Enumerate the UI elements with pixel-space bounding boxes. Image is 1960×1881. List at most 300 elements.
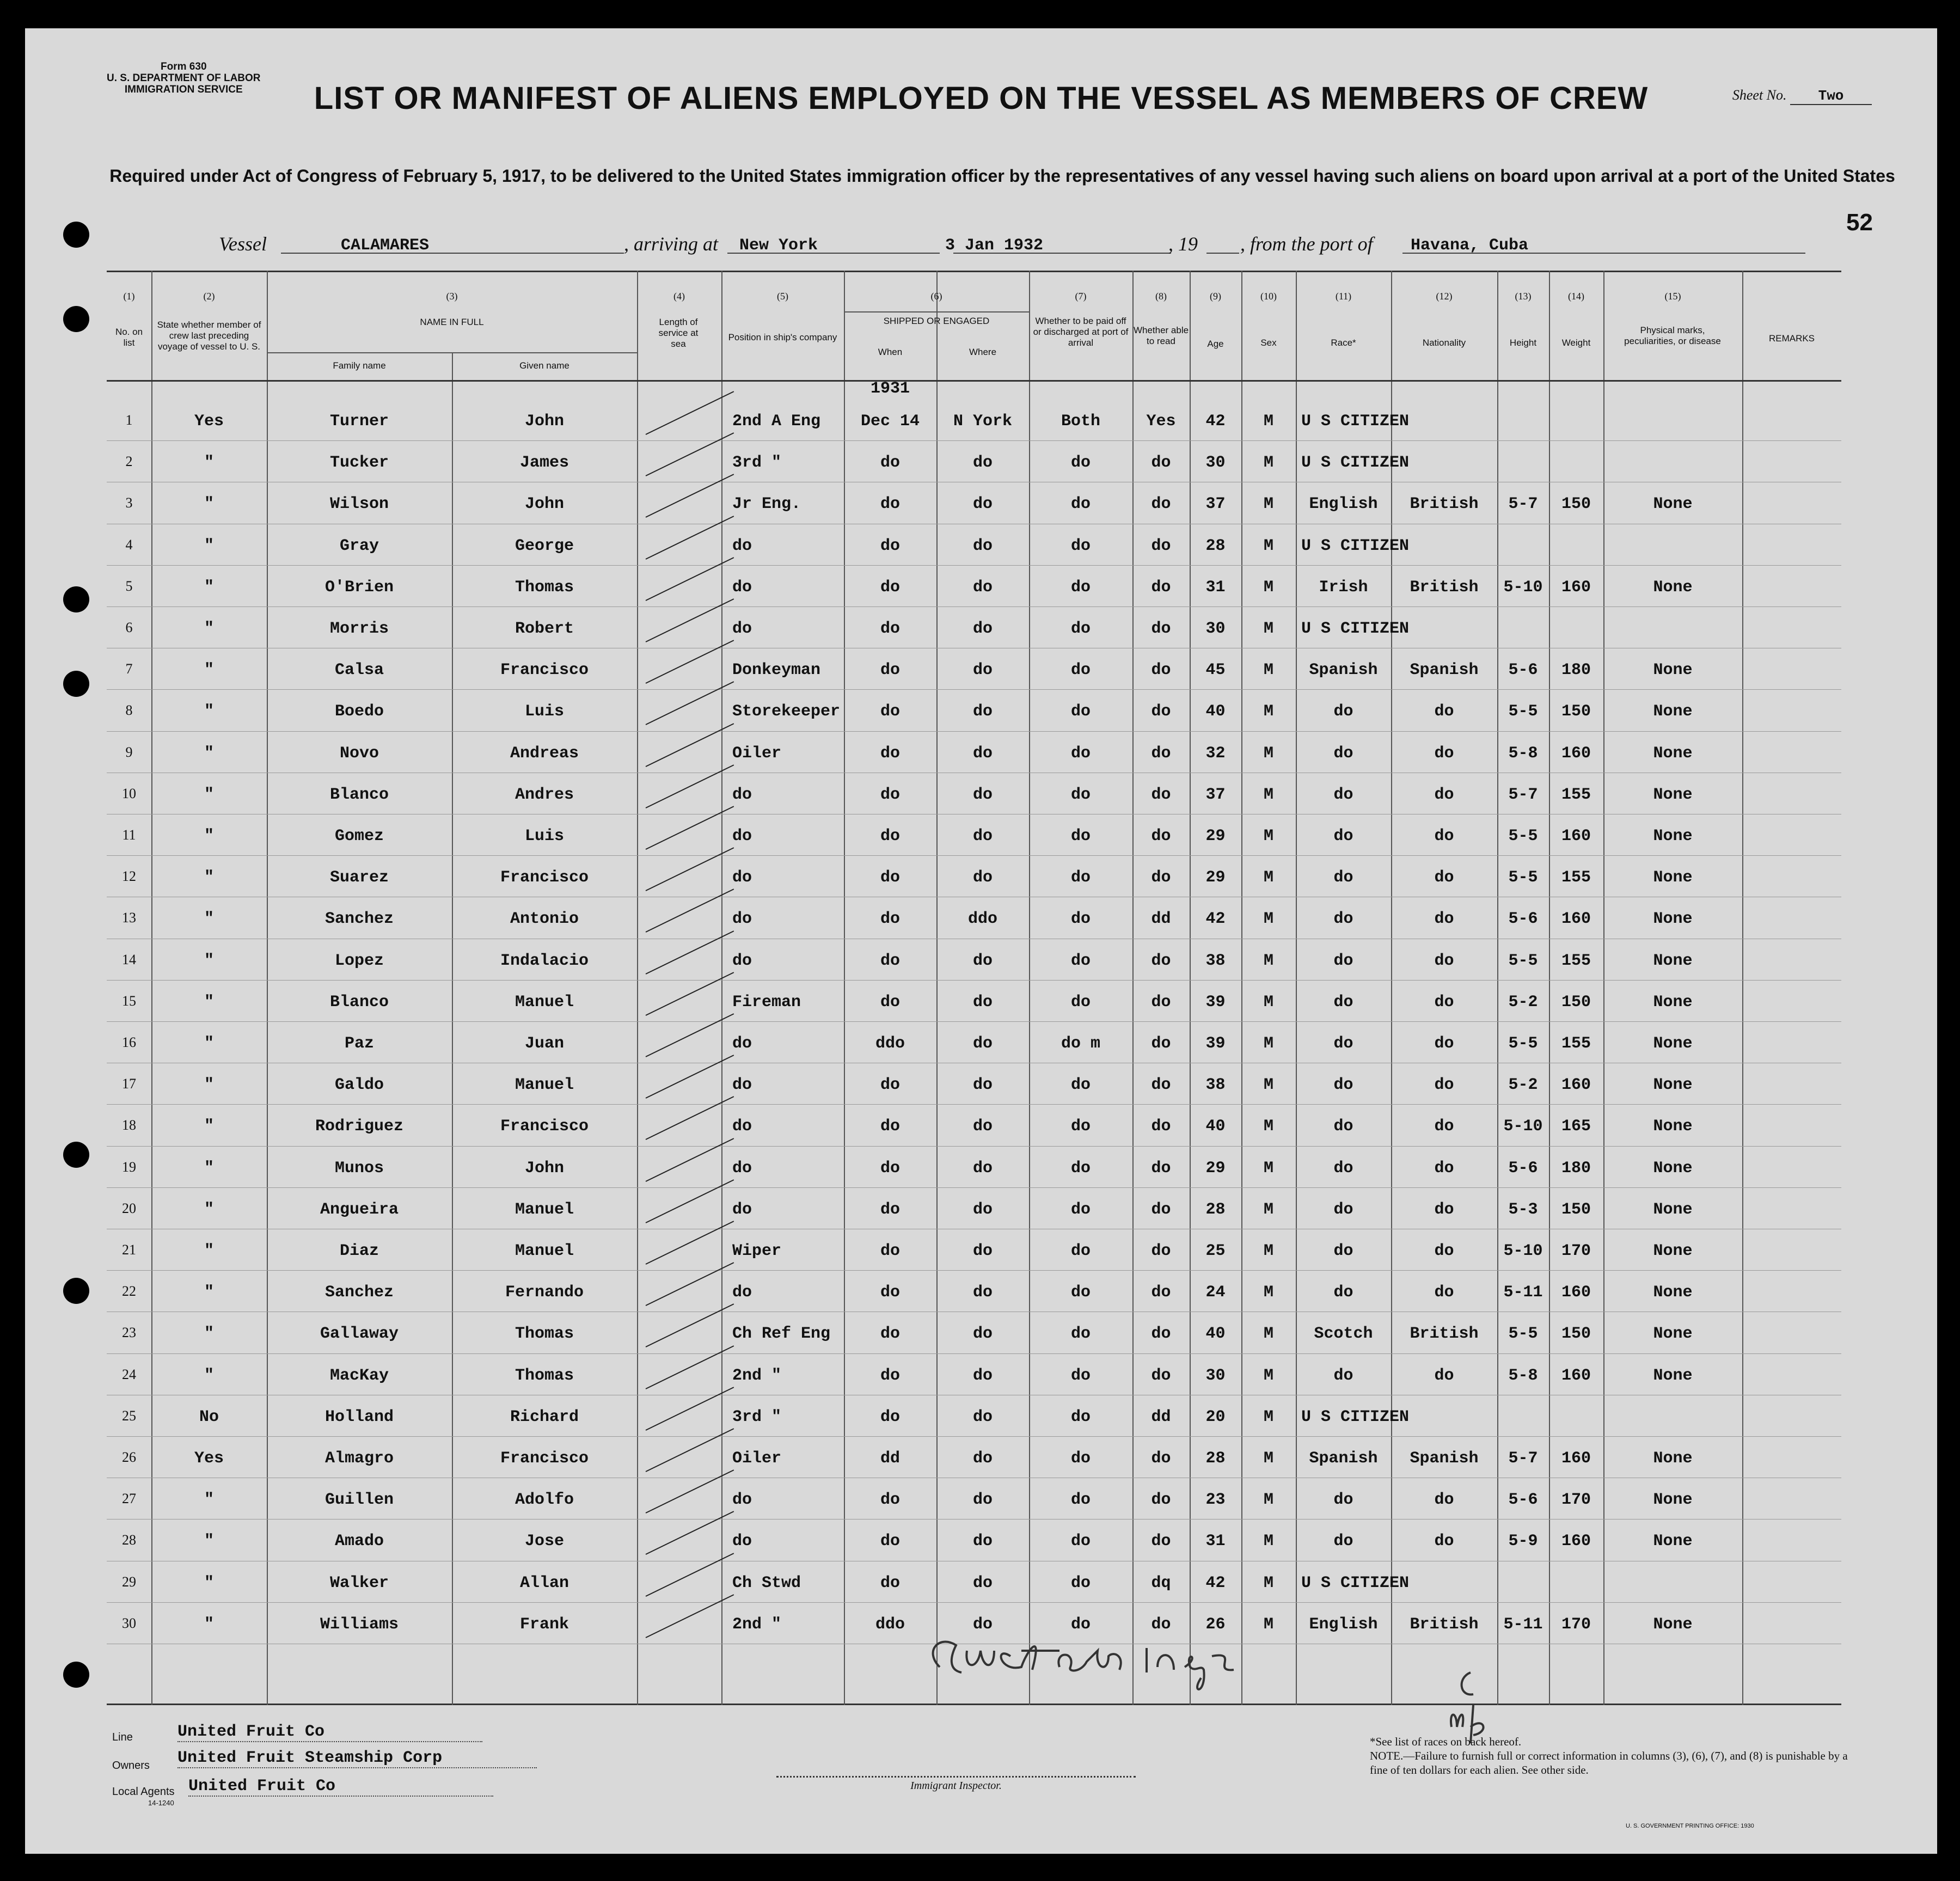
form-number: Form 630	[161, 61, 207, 72]
cell-marks: None	[1653, 1532, 1693, 1551]
cell-family: Suarez	[329, 868, 389, 887]
cell-age: 25	[1205, 1242, 1226, 1260]
cell-weight: 160	[1561, 1076, 1591, 1095]
cell-position: do	[732, 1532, 752, 1551]
row-rule	[107, 565, 1841, 566]
cell-race: English	[1309, 1615, 1378, 1634]
cell-family: Amado	[334, 1532, 384, 1551]
column-number: (7)	[1075, 291, 1087, 302]
cell-given: Richard	[510, 1407, 579, 1426]
cell-age: 31	[1205, 578, 1226, 597]
cell-race: do	[1333, 785, 1353, 804]
cell-height: 5-7	[1508, 495, 1538, 514]
cell-race: do	[1333, 1366, 1353, 1385]
cell-position: 3rd "	[732, 454, 782, 473]
cell-given: Frank	[519, 1615, 569, 1634]
cell-paid: do	[1070, 827, 1091, 845]
cell-where: do	[972, 1573, 993, 1592]
cell-marks: None	[1653, 1076, 1693, 1095]
list-number: 22	[122, 1283, 136, 1300]
punch-hole	[63, 586, 89, 612]
list-number: 6	[125, 620, 133, 635]
cell-when: do	[880, 454, 900, 473]
cell-marks: None	[1653, 785, 1693, 804]
cell-age: 29	[1205, 827, 1226, 845]
cell-paid: do	[1070, 454, 1091, 473]
cell-when: do	[880, 578, 900, 597]
cell-when: do	[880, 744, 900, 763]
cell-given: John	[524, 412, 564, 431]
cell-paid: do	[1070, 1573, 1091, 1592]
cell-nationality: do	[1434, 1491, 1454, 1510]
cell-when: do	[880, 702, 900, 721]
cell-position: 2nd "	[732, 1615, 782, 1634]
cell-read: do	[1151, 744, 1171, 763]
cell-height: 5-10	[1503, 1242, 1543, 1260]
cell-nationality: do	[1434, 992, 1454, 1012]
cell-family: Novo	[339, 744, 379, 763]
column-divider	[1549, 271, 1550, 1705]
cell-nationality: do	[1434, 951, 1454, 970]
cell-weight: 170	[1561, 1242, 1591, 1260]
cell-prev: "	[204, 1076, 214, 1095]
column-number: (15)	[1664, 291, 1681, 302]
cell-sex: M	[1263, 1449, 1273, 1468]
cell-when: do	[880, 1573, 900, 1592]
arriving-label: , arriving at	[624, 233, 719, 255]
header-race: Race*	[1331, 338, 1356, 348]
cell-sex: M	[1263, 536, 1273, 555]
cell-weight: 150	[1561, 1200, 1591, 1219]
list-number: 13	[122, 910, 136, 926]
header-given: Given name	[519, 360, 569, 371]
cell-given: George	[514, 536, 574, 555]
cell-prev: "	[204, 620, 214, 638]
list-number: 29	[122, 1573, 136, 1590]
header-bottom-rule	[107, 380, 1841, 382]
cell-marks: None	[1653, 868, 1693, 887]
cell-read: do	[1151, 1366, 1171, 1385]
cell-nationality: do	[1434, 910, 1454, 929]
cell-paid: do	[1070, 578, 1091, 597]
column-divider	[1603, 271, 1604, 1705]
row-rule	[107, 440, 1841, 441]
cell-race: do	[1333, 1200, 1353, 1219]
cell-weight: 155	[1561, 868, 1591, 887]
punch-hole	[63, 671, 89, 697]
cell-when: do	[880, 1366, 900, 1385]
arriving-port: New York	[739, 236, 818, 255]
cell-given: Juan	[524, 1034, 564, 1053]
cell-where: do	[972, 827, 993, 845]
cell-read: do	[1151, 1159, 1171, 1178]
cell-paid: do	[1070, 1200, 1091, 1219]
column-divider	[1190, 271, 1191, 1705]
column-number: (2)	[203, 291, 215, 302]
cell-paid: Both	[1061, 412, 1100, 431]
cell-where: do	[972, 702, 993, 721]
column-divider	[1296, 271, 1297, 1705]
cell-nationality: British	[1410, 495, 1479, 514]
column-number: (3)	[446, 291, 458, 302]
cell-paid: do	[1070, 868, 1091, 887]
cell-position: Ch Stwd	[732, 1573, 801, 1592]
cell-prev: Yes	[194, 412, 224, 431]
cell-height: 5-6	[1508, 1491, 1538, 1510]
cell-where: do	[972, 536, 993, 555]
cell-position: Storekeeper	[732, 702, 841, 721]
cell-height: 5-9	[1508, 1532, 1538, 1551]
header-rule	[844, 311, 1029, 313]
cell-age: 32	[1205, 744, 1226, 763]
cell-marks: None	[1653, 1159, 1693, 1178]
cell-weight: 155	[1561, 951, 1591, 970]
cell-position: Wiper	[732, 1242, 782, 1260]
cell-race: do	[1333, 1242, 1353, 1260]
cell-prev: "	[204, 702, 214, 721]
list-number: 20	[122, 1200, 136, 1216]
cell-family: Blanco	[329, 785, 389, 804]
cell-given: Andres	[514, 785, 574, 804]
cell-paid: do	[1070, 702, 1091, 721]
cell-when: do	[880, 1532, 900, 1551]
cell-read: do	[1151, 1491, 1171, 1510]
cell-sex: M	[1263, 495, 1273, 514]
cell-nationality: Spanish	[1410, 661, 1479, 680]
cell-height: 5-5	[1508, 702, 1538, 721]
header-length: Length of service at sea	[658, 317, 699, 349]
sheet-number-label: Sheet No.	[1732, 87, 1787, 103]
cell-given: Antonio	[510, 910, 579, 929]
corner-number: 52	[1846, 209, 1873, 236]
cell-marks: None	[1653, 827, 1693, 845]
cell-read: do	[1151, 951, 1171, 970]
cell-given: James	[519, 454, 569, 473]
races-note: *See list of races on back hereof.	[1370, 1735, 1522, 1748]
punch-hole	[63, 1278, 89, 1304]
cell-prev: "	[204, 951, 214, 970]
cell-read: do	[1151, 1076, 1171, 1095]
cell-age: 29	[1205, 868, 1226, 887]
cell-weight: 160	[1561, 744, 1591, 763]
header-where: Where	[969, 347, 997, 357]
cell-read: do	[1151, 1117, 1171, 1136]
cell-age: 40	[1205, 1325, 1226, 1344]
cell-position: do	[732, 1159, 752, 1178]
cell-weight: 160	[1561, 1283, 1591, 1302]
column-divider	[1132, 271, 1134, 1705]
cell-where: do	[972, 1117, 993, 1136]
cell-where: do	[972, 951, 993, 970]
cell-race: U S CITIZEN	[1301, 620, 1410, 638]
list-number: 14	[122, 951, 136, 967]
cell-when: do	[880, 951, 900, 970]
cell-nationality: do	[1434, 1034, 1454, 1053]
cell-where: do	[972, 1325, 993, 1344]
cell-when: do	[880, 1076, 900, 1095]
cell-family: Turner	[329, 412, 389, 431]
cell-age: 28	[1205, 1449, 1226, 1468]
cell-height: 5-2	[1508, 1076, 1538, 1095]
cell-marks: None	[1653, 1034, 1693, 1053]
cell-position: Ch Ref Eng	[732, 1325, 831, 1344]
cell-when: do	[880, 495, 900, 514]
cell-prev: "	[204, 827, 214, 845]
cell-marks: None	[1653, 495, 1693, 514]
cell-given: Fernando	[505, 1283, 584, 1302]
cell-paid: do	[1070, 1615, 1091, 1634]
cell-where: do	[972, 620, 993, 638]
cell-height: 5-7	[1508, 1449, 1538, 1468]
agents-code: 14-1240	[148, 1799, 174, 1807]
cell-age: 42	[1205, 1573, 1226, 1592]
cell-where: do	[972, 495, 993, 514]
cell-prev: "	[204, 454, 214, 473]
cell-paid: do m	[1061, 1034, 1100, 1053]
cell-family: Holland	[324, 1407, 394, 1426]
column-number: (8)	[1155, 291, 1167, 302]
column-number: (9)	[1210, 291, 1221, 302]
cell-marks: None	[1653, 578, 1693, 597]
notes	[1370, 1735, 1860, 1777]
cell-read: do	[1151, 827, 1171, 845]
column-divider	[267, 271, 268, 1705]
cell-marks: None	[1653, 951, 1693, 970]
from-port-label: , from the port of	[1240, 233, 1373, 255]
year-prefix: , 19	[1168, 233, 1198, 255]
cell-sex: M	[1263, 1117, 1273, 1136]
cell-when: do	[880, 1491, 900, 1510]
column-divider	[844, 271, 845, 1705]
cell-given: Luis	[524, 702, 564, 721]
cell-weight: 160	[1561, 1532, 1591, 1551]
cell-family: Boedo	[334, 702, 384, 721]
cell-marks: None	[1653, 1615, 1693, 1634]
punch-hole	[63, 306, 89, 332]
cell-family: Walker	[329, 1573, 389, 1592]
list-number: 23	[122, 1325, 136, 1341]
cell-prev: "	[204, 1117, 214, 1136]
header-family: Family name	[333, 360, 386, 371]
column-number: (10)	[1260, 291, 1277, 302]
cell-when: ddo	[875, 1034, 905, 1053]
list-number: 18	[122, 1117, 136, 1133]
cell-prev: Yes	[194, 1449, 224, 1468]
row-rule	[107, 855, 1841, 856]
inspector-signature	[918, 1618, 1245, 1700]
cell-age: 31	[1205, 1532, 1226, 1551]
cell-position: do	[732, 868, 752, 887]
cell-sex: M	[1263, 412, 1273, 431]
cell-read: dq	[1151, 1573, 1171, 1592]
cell-where: do	[972, 868, 993, 887]
row-rule	[107, 1270, 1841, 1271]
cell-position: do	[732, 1117, 752, 1136]
cell-family: Williams	[320, 1615, 399, 1634]
cell-race: Scotch	[1314, 1325, 1373, 1344]
cell-read: do	[1151, 868, 1171, 887]
cell-read: do	[1151, 620, 1171, 638]
cell-read: Yes	[1146, 412, 1176, 431]
cell-where: do	[972, 1076, 993, 1095]
cell-age: 30	[1205, 620, 1226, 638]
cell-sex: M	[1263, 1159, 1273, 1178]
cell-family: Galdo	[334, 1076, 384, 1095]
header-shipped: SHIPPED OR ENGAGED	[883, 316, 990, 326]
cell-age: 39	[1205, 1034, 1226, 1053]
header-when: When	[878, 347, 903, 357]
list-number: 19	[122, 1159, 136, 1175]
column-divider	[1029, 271, 1030, 1705]
column-divider	[1391, 271, 1392, 1705]
cell-prev: "	[204, 1034, 214, 1053]
cell-family: Calsa	[334, 661, 384, 680]
cell-height: 5-10	[1503, 578, 1543, 597]
header-prev: State whether member of crew last preceding voyage of vessel to U. S.	[157, 320, 261, 352]
cell-where: do	[972, 454, 993, 473]
cell-nationality: do	[1434, 702, 1454, 721]
punch-hole	[63, 1662, 89, 1688]
cell-when: do	[880, 661, 900, 680]
list-number: 17	[122, 1076, 136, 1092]
row-rule	[107, 1104, 1841, 1105]
header-marks: Physical marks, peculiarities, or disease	[1624, 325, 1721, 346]
cell-race: U S CITIZEN	[1301, 1407, 1410, 1426]
header-name: NAME IN FULL	[420, 317, 484, 327]
cell-family: Diaz	[339, 1242, 379, 1260]
cell-sex: M	[1263, 910, 1273, 929]
cell-when: do	[880, 1283, 900, 1302]
list-number: 15	[122, 992, 136, 1009]
cell-paid: do	[1070, 495, 1091, 514]
cell-sex: M	[1263, 1242, 1273, 1260]
list-number: 30	[122, 1615, 136, 1631]
list-number: 27	[122, 1491, 136, 1507]
cell-weight: 170	[1561, 1491, 1591, 1510]
list-number: 4	[125, 536, 133, 553]
cell-position: Oiler	[732, 1449, 782, 1468]
cell-given: Andreas	[510, 744, 579, 763]
cell-paid: do	[1070, 910, 1091, 929]
cell-prev: "	[204, 536, 214, 555]
list-number: 21	[122, 1242, 136, 1258]
cell-race: do	[1333, 1034, 1353, 1053]
cell-when: do	[880, 1242, 900, 1260]
cell-marks: None	[1653, 1117, 1693, 1136]
cell-age: 37	[1205, 785, 1226, 804]
cell-nationality: do	[1434, 1532, 1454, 1551]
column-divider	[1742, 271, 1743, 1705]
cell-read: dd	[1151, 1407, 1171, 1426]
cell-weight: 180	[1561, 661, 1591, 680]
row-rule	[107, 1602, 1841, 1603]
cell-nationality: do	[1434, 868, 1454, 887]
cell-height: 5-11	[1503, 1615, 1543, 1634]
cell-marks: None	[1653, 1366, 1693, 1385]
cell-paid: do	[1070, 1242, 1091, 1260]
cell-read: do	[1151, 578, 1171, 597]
cell-read: do	[1151, 1325, 1171, 1344]
header-rule	[267, 352, 637, 353]
cell-paid: do	[1070, 620, 1091, 638]
cell-weight: 160	[1561, 827, 1591, 845]
cell-race: do	[1333, 992, 1353, 1012]
cell-paid: do	[1070, 1325, 1091, 1344]
cell-nationality: British	[1410, 1325, 1479, 1344]
cell-sex: M	[1263, 620, 1273, 638]
cell-position: 2nd A Eng	[732, 412, 821, 431]
cell-paid: do	[1070, 744, 1091, 763]
cell-height: 5-6	[1508, 661, 1538, 680]
cell-given: Francisco	[500, 661, 589, 680]
cell-race: do	[1333, 1283, 1353, 1302]
cell-height: 5-3	[1508, 1200, 1538, 1219]
line-value: United Fruit Co	[177, 1723, 482, 1742]
cell-when: do	[880, 1117, 900, 1136]
cell-given: Francisco	[500, 868, 589, 887]
cell-given: Manuel	[514, 1242, 574, 1260]
column-number: (6)	[930, 291, 942, 302]
cell-weight: 160	[1561, 1366, 1591, 1385]
punch-hole	[63, 1142, 89, 1168]
cell-position: do	[732, 1200, 752, 1219]
cell-read: do	[1151, 785, 1171, 804]
cell-prev: "	[204, 1200, 214, 1219]
cell-marks: None	[1653, 1325, 1693, 1344]
cell-where: do	[972, 1615, 993, 1634]
list-number: 8	[125, 702, 133, 719]
cell-race: U S CITIZEN	[1301, 454, 1410, 473]
cell-sex: M	[1263, 785, 1273, 804]
cell-position: Fireman	[732, 992, 801, 1012]
cell-given: Francisco	[500, 1117, 589, 1136]
cell-sex: M	[1263, 1615, 1273, 1634]
cell-prev: "	[204, 910, 214, 929]
row-rule	[107, 1353, 1841, 1354]
row-rule	[107, 1021, 1841, 1022]
printer-imprint: U. S. GOVERNMENT PRINTING OFFICE: 1930	[1626, 1823, 1754, 1829]
cell-where: do	[972, 1366, 993, 1385]
agents-value: United Fruit Co	[188, 1777, 493, 1797]
immigrant-inspector-line: Immigrant Inspector.	[776, 1776, 1136, 1792]
cell-position: 2nd "	[732, 1366, 782, 1385]
cell-age: 42	[1205, 412, 1226, 431]
cell-weight: 150	[1561, 702, 1591, 721]
cell-weight: 160	[1561, 578, 1591, 597]
row-rule	[107, 1436, 1841, 1437]
cell-prev: "	[204, 1283, 214, 1302]
cell-prev: "	[204, 1573, 214, 1592]
cell-sex: M	[1263, 951, 1273, 970]
crew-table	[107, 246, 1841, 1705]
cell-prev: "	[204, 1325, 214, 1344]
cell-paid: do	[1070, 951, 1091, 970]
cell-position: do	[732, 536, 752, 555]
cell-sex: M	[1263, 454, 1273, 473]
punch-hole	[63, 222, 89, 248]
cell-where: do	[972, 1283, 993, 1302]
cell-race: do	[1333, 951, 1353, 970]
cell-where: do	[972, 1242, 993, 1260]
cell-given: John	[524, 1159, 564, 1178]
cell-marks: None	[1653, 992, 1693, 1012]
cell-when: do	[880, 1407, 900, 1426]
cell-weight: 165	[1561, 1117, 1591, 1136]
cell-when: do	[880, 620, 900, 638]
cell-weight: 150	[1561, 1325, 1591, 1344]
cell-nationality: do	[1434, 1242, 1454, 1260]
sheet-number-value: Two	[1790, 88, 1872, 105]
